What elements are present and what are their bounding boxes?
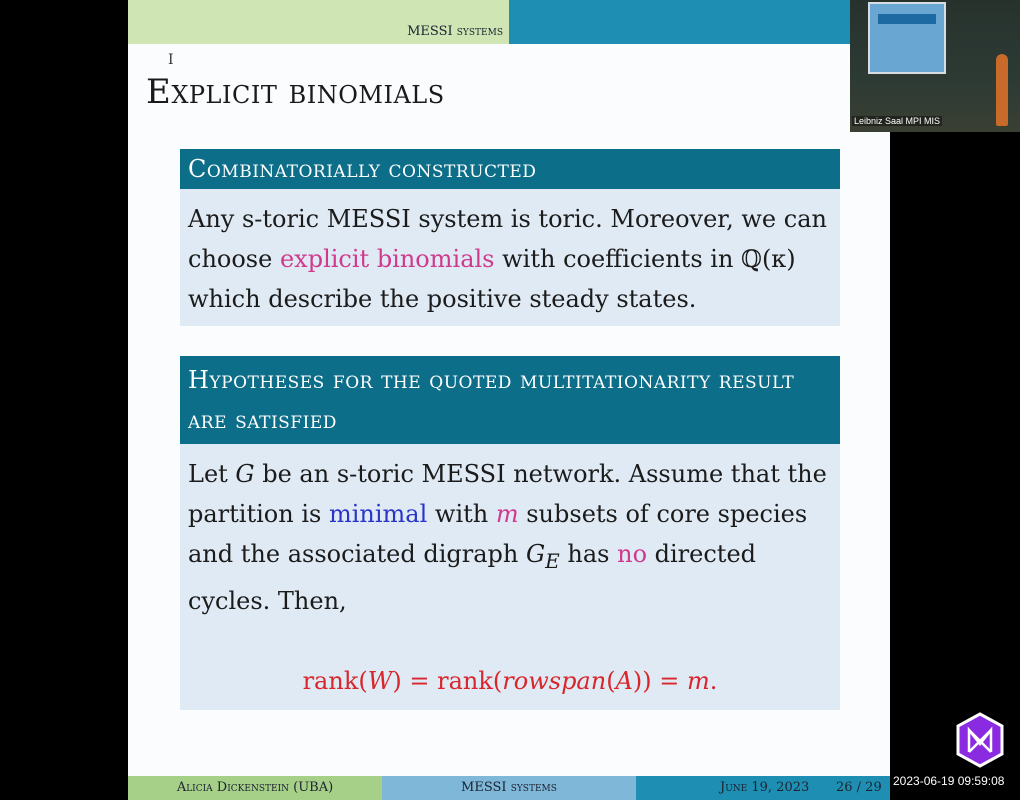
highlight-explicit-binomials: explicit binomials (279, 245, 495, 273)
formula-rowspan: rowspan (502, 666, 607, 695)
projector-screen-content (878, 14, 936, 24)
institute-logo-icon (955, 712, 1005, 768)
theorem-block-hypotheses (180, 356, 840, 710)
highlight-minimal: minimal (328, 500, 428, 528)
highlight-no: no (617, 540, 648, 568)
slide-footer (128, 776, 890, 800)
footer-page-number: 26 / 29 (836, 780, 882, 795)
projector-screen (868, 2, 946, 74)
block-text: which describe the positive steady states. (188, 285, 697, 313)
formula-var-m: m (687, 666, 710, 695)
footer-right (636, 776, 890, 800)
block-text: with (427, 500, 496, 528)
formula-part: rank( (302, 666, 368, 695)
slide-header-bar (128, 0, 890, 44)
text-cursor-icon: I (168, 52, 174, 68)
block-body (180, 444, 840, 711)
formula-part: ( (606, 666, 616, 695)
slide-title: Explicit binomials (146, 72, 445, 112)
formula-var-A: A (615, 666, 633, 695)
block-text: directed cycles. Then, (188, 540, 757, 615)
math-var-G: G (235, 460, 255, 488)
block-heading: Hypotheses for the quoted multitationarity result are satisfied (180, 356, 840, 444)
theorem-block-combinatorial (180, 149, 840, 326)
formula-part: . (709, 666, 718, 695)
formula-var-W: W (367, 666, 393, 695)
block-text: Let (188, 460, 236, 488)
formula-part: )) = (632, 666, 688, 695)
block-text: be an s-toric MESSI network. Assume that the partition is (188, 460, 827, 528)
video-label: Leibniz Saal MPI MIS (854, 116, 941, 126)
block-text: with coefficients in (494, 245, 742, 273)
math-var-m: m (495, 500, 519, 528)
math-subscript-E: E (545, 548, 560, 573)
speaker-figure (996, 54, 1008, 126)
footer-author: Alicia Dickenstein (UBA) (128, 776, 382, 800)
slide-header-right (509, 0, 890, 44)
math-var-GE: G (525, 540, 546, 568)
speaker-video-inset (850, 0, 1020, 132)
recording-timestamp: 2023-06-19 09:59:08 (893, 774, 1005, 788)
slide (128, 0, 890, 800)
slide-header-title: MESSI systems (407, 24, 503, 39)
rank-formula (188, 661, 832, 701)
field-symbol: ℚ(κ) (741, 245, 796, 273)
formula-part: ) = rank( (392, 666, 503, 695)
footer-date: June 19, 2023 (720, 780, 810, 795)
block-text: Any s-toric MESSI system is toric. Moreover, we can choose (188, 205, 827, 273)
block-body (180, 189, 840, 329)
footer-title: MESSI systems (382, 776, 636, 800)
block-text: subsets of core species and the associated digraph (188, 500, 808, 568)
block-text: has (559, 540, 618, 568)
block-heading: Combinatorially constructed (180, 149, 840, 189)
